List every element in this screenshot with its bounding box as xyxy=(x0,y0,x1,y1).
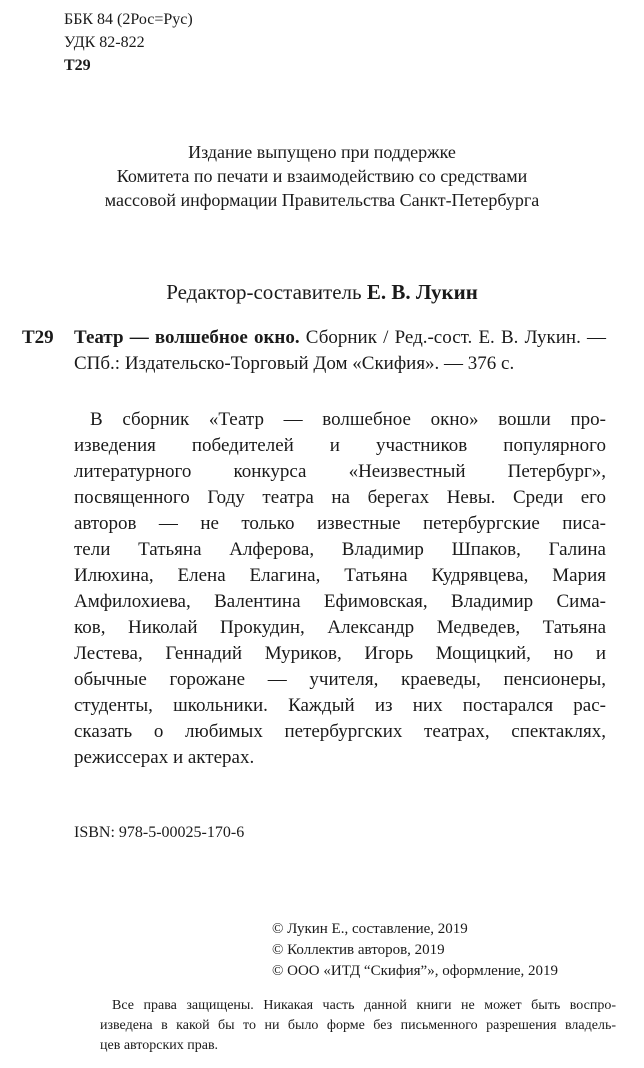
annotation-line: тели Татьяна Алферова, Владимир Шпаков, Галина xyxy=(74,539,606,560)
annotation-line: Лестева, Геннадий Муриков, Игорь Мощицкий, но и xyxy=(74,643,606,664)
annotation-line: изведения победителей и участников популярного xyxy=(74,435,606,456)
annotation-line: Илюхина, Елена Елагина, Татьяна Кудрявцева, Мария xyxy=(74,565,606,586)
support-notice-line: Издание выпущено при поддержке xyxy=(188,142,456,162)
editor-line xyxy=(0,278,644,306)
rights-notice xyxy=(100,996,616,1056)
editor-prefix: Редактор-составитель xyxy=(166,280,367,304)
copyright-line: © Коллектив авторов, 2019 xyxy=(272,942,445,958)
rights-line: цев авторских прав. xyxy=(100,1038,219,1053)
isbn: ISBN: 978-5-00025-170-6 xyxy=(74,824,245,841)
annotation-line: литературного конкурса «Неизвестный Петербург», xyxy=(74,461,606,482)
annotation-line: В сборник «Театр — волшебное окно» вошли про- xyxy=(90,409,606,430)
support-notice xyxy=(0,140,644,212)
udk-code: УДК 82-822 xyxy=(64,34,145,51)
annotation-line: Амфилохиева, Валентина Ефимовская, Владимир Сима- xyxy=(74,591,606,612)
book-title: Театр — волшебное окно. xyxy=(74,327,300,348)
rights-line: изведена в какой бы то ни было форме без письменного разрешения владель- xyxy=(100,1018,616,1033)
annotation-line: студенты, школьники. Каждый из них постарался рас- xyxy=(74,695,606,716)
editor-name: Е. В. Лукин xyxy=(366,280,478,304)
annotation-line: авторов — не только известные петербургские писа- xyxy=(74,513,606,534)
bibliographic-record xyxy=(74,325,606,377)
annotation-line: сказать о любимых петербургских театрах, спектаклях, xyxy=(74,721,606,742)
record-details: Сборник / Ред.-сост. Е. В. Лукин. — СПб.: Издательско-Торговый Дом «Скифия». — 376 с. xyxy=(74,327,607,374)
annotation-line: обычные горожане — учителя, краеведы, пенсионеры, xyxy=(74,669,606,690)
bbk-code: ББК 84 (2Рос=Рус) xyxy=(64,11,193,28)
copyright-block xyxy=(272,919,558,982)
annotation-line: ков, Николай Прокудин, Александр Медведев, Татьяна xyxy=(74,617,606,638)
annotation-line: посвященного Году театра на берегах Невы. Среди его xyxy=(74,487,606,508)
annotation-line: режиссерах и актерах. xyxy=(74,747,255,768)
annotation xyxy=(74,407,606,771)
copyright-line: © Лукин Е., составление, 2019 xyxy=(272,921,468,937)
classification-block xyxy=(64,8,193,77)
support-notice-line: массовой информации Правительства Санкт-Петербурга xyxy=(104,190,540,210)
author-mark: Т29 xyxy=(64,57,91,74)
record-code: Т29 xyxy=(22,327,54,348)
rights-line: Все права защищены. Никакая часть данной книги не может быть воспро- xyxy=(112,998,616,1013)
copyright-line: © ООО «ИТД “Скифия”», оформление, 2019 xyxy=(272,963,559,979)
support-notice-line: Комитета по печати и взаимодействию со средствами xyxy=(116,166,528,186)
